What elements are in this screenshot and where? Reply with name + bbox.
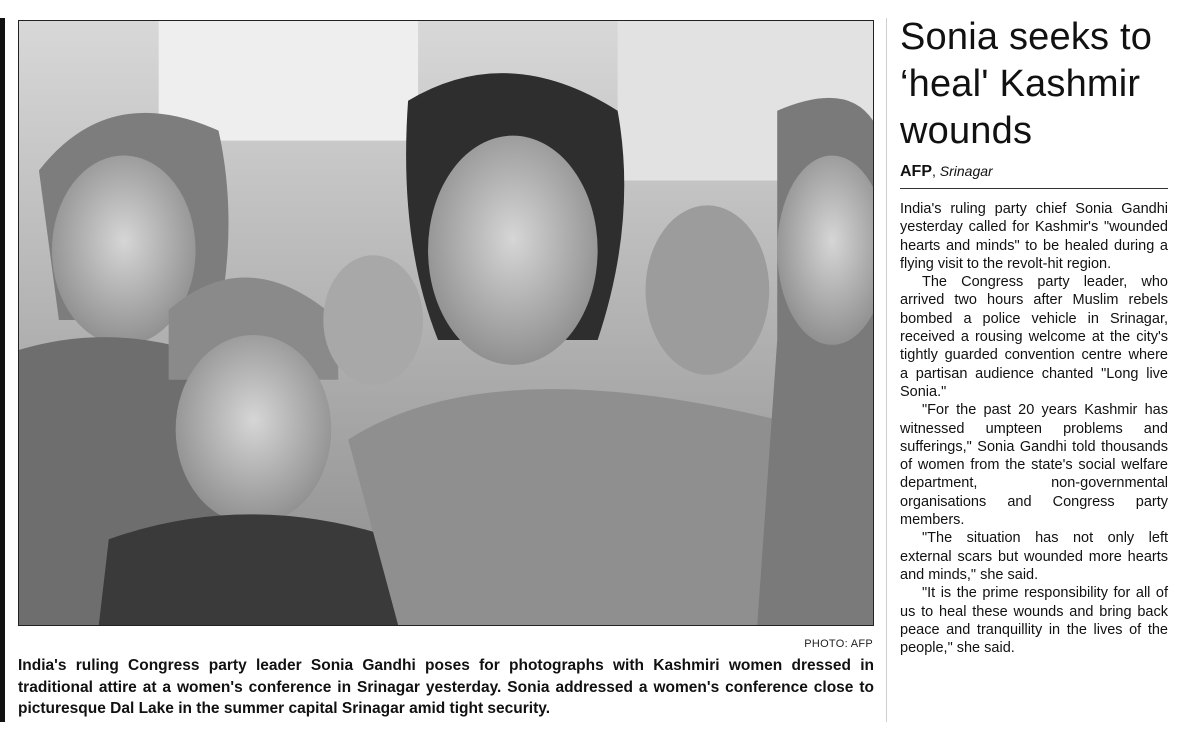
byline [900,163,1168,181]
photo-illustration [19,21,873,625]
byline-separator: , [932,163,936,179]
byline-agency: AFP [900,163,932,180]
byline-rule [900,188,1168,189]
news-photo [18,20,874,626]
article-paragraph: "The situation has not only left external scars but wounded more hearts and minds," she said. [900,530,1168,583]
left-column-rule [0,18,5,722]
article-paragraph: India's ruling party chief Sonia Gandhi yesterday called for Kashmir's "wounded hearts and minds" to be healed during a flying visit to the revolt-hit region. [900,201,1168,272]
article-paragraph: The Congress party leader, who arrived two hours after Muslim rebels bombed a police vehicle in Srinagar, received a rousing welcome at the city's tightly guarded convention centre where a partisan audience chanted "Long live Sonia." [900,274,1168,400]
article-paragraph: "For the past 20 years Kashmir has witnessed umpteen problems and sufferings," Sonia Gandhi told thousands of women from the state's social welfare department, non-governmental organisations and Congress party members. [900,402,1168,529]
photo-caption: India's ruling Congress party leader Sonia Gandhi poses for photographs with Kashmiri women dressed in traditional attire at a women's conference in Srinagar yesterday. Sonia addressed a women's conference close to picturesque Dal Lake in the summer capital Srinagar amid tight security. [18,657,874,717]
column-divider [886,18,887,722]
article-headline: Sonia seeks to ‘heal' Kashmir wounds [900,16,1153,152]
byline-location: Srinagar [939,163,993,179]
article-paragraph: "It is the prime responsibility for all of us to heal these wounds and bring back peace and tranquillity in the lives of the people," she said. [900,585,1168,657]
photo-credit: PHOTO: AFP [804,638,873,650]
article-body [900,200,1168,657]
